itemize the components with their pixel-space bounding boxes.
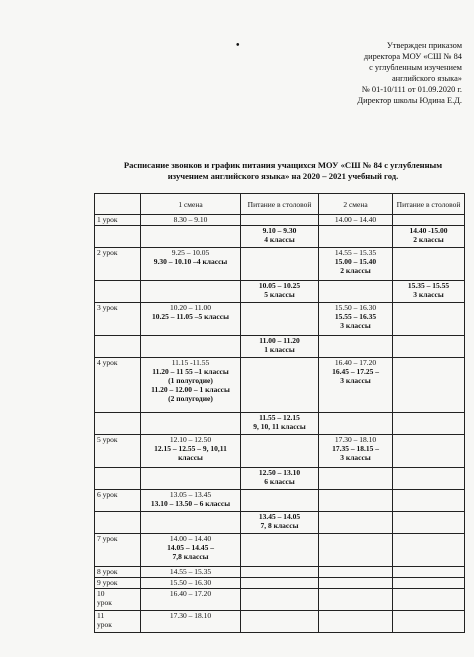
table-row <box>95 611 465 633</box>
shift1-cell <box>141 468 241 490</box>
meal2-cell <box>393 281 465 303</box>
cell-text: 17.35 – 18.15 – 3 классы <box>332 444 379 462</box>
lesson-cell <box>95 512 141 534</box>
meal1-cell <box>241 215 319 226</box>
table-row <box>95 512 465 534</box>
meal1-cell <box>241 512 319 534</box>
shift1-cell <box>141 611 241 633</box>
meal2-cell <box>393 468 465 490</box>
cell-text: 13.05 – 13.45 <box>169 490 212 499</box>
cell-text: 7 урок <box>97 534 118 543</box>
shift2-cell <box>319 490 393 512</box>
shift2-cell <box>319 226 393 248</box>
meal2-cell <box>393 435 465 468</box>
table-row <box>95 281 465 303</box>
cell-text: 9.25 – 10.05 <box>171 248 210 257</box>
cell-text: 14.00 – 14.40 <box>169 534 212 543</box>
cell-text: 16.45 – 17.25 – 3 классы <box>332 367 379 385</box>
cell-text: 8.30 – 9.10 <box>173 215 208 224</box>
cell-text: 12.10 – 12.50 <box>169 435 212 444</box>
table-row <box>95 578 465 589</box>
cell-text: 10 урок <box>97 589 112 607</box>
approval-line: Утвержден приказом <box>386 41 462 50</box>
meal1-cell <box>241 248 319 281</box>
meal2-cell <box>393 413 465 435</box>
shift2-cell <box>319 534 393 567</box>
meal2-cell <box>393 589 465 611</box>
cell-text: 2 урок <box>97 248 118 257</box>
column-header: Питание в столовой <box>393 194 465 215</box>
column-header <box>95 194 141 215</box>
meal2-cell <box>393 215 465 226</box>
header-row <box>95 194 465 215</box>
cell-text: 14.05 – 14.45 – 7,8 классы <box>167 543 214 561</box>
cell-text: 14.55 – 15.35 <box>169 567 212 576</box>
meal2-cell <box>393 490 465 512</box>
approval-line: № 01-10/111 от 01.09.2020 г. <box>361 85 462 94</box>
shift2-cell <box>319 468 393 490</box>
cell-text: 11.15 -11.55 <box>171 358 210 367</box>
table-row <box>95 358 465 413</box>
cell-text: 9.10 – 9.30 4 классы <box>262 226 297 244</box>
table-row <box>95 336 465 358</box>
shift2-cell <box>319 611 393 633</box>
cell-text: 12.50 – 13.10 6 классы <box>258 468 301 486</box>
cell-text: 15.35 – 15.55 3 классы <box>407 281 450 299</box>
approval-line: директора МОУ «СШ № 84 <box>363 52 462 61</box>
cell-text: 11.55 – 12.15 9, 10, 11 классы <box>253 413 306 431</box>
scan-artifact <box>230 2 232 11</box>
shift2-cell <box>319 215 393 226</box>
cell-text: 8 урок <box>97 567 118 576</box>
shift2-cell <box>319 589 393 611</box>
lesson-cell <box>95 358 141 413</box>
meal1-cell <box>241 358 319 413</box>
cell-text: 11.00 – 11.20 1 классы <box>259 336 300 354</box>
shift2-cell <box>319 303 393 336</box>
table-row <box>95 567 465 578</box>
table-row <box>95 468 465 490</box>
column-header: Питание в столовой <box>241 194 319 215</box>
meal1-cell <box>241 578 319 589</box>
table-row <box>95 303 465 336</box>
cell-text: 13.45 – 14.05 7, 8 классы <box>258 512 301 530</box>
cell-text: 10.25 – 11.05 –5 классы <box>152 312 229 321</box>
approval-block <box>302 40 462 106</box>
cell-text: 14.00 – 14.40 <box>334 215 377 224</box>
cell-text: 9 урок <box>97 578 118 587</box>
lesson-cell <box>95 435 141 468</box>
meal2-cell <box>393 248 465 281</box>
meal1-cell <box>241 534 319 567</box>
cell-text: 9.30 – 10.10 –4 классы <box>153 257 228 266</box>
approval-line: с углубленным изучением <box>369 63 462 72</box>
shift1-cell <box>141 490 241 512</box>
cell-text: 10.20 – 11.00 <box>170 303 211 312</box>
lesson-cell <box>95 468 141 490</box>
cell-text: 15.55 – 16.35 3 классы <box>334 312 377 330</box>
lesson-cell <box>95 215 141 226</box>
cell-text: 14.55 – 15.35 <box>334 248 377 257</box>
shift1-cell <box>141 281 241 303</box>
table-row <box>95 215 465 226</box>
table-row <box>95 589 465 611</box>
title-line-2: изучением английского языка» на 2020 – 2021 учебный год. <box>167 171 399 181</box>
lesson-cell <box>95 578 141 589</box>
approval-line: английского языка» <box>391 74 462 83</box>
table-row <box>95 435 465 468</box>
shift1-cell <box>141 567 241 578</box>
shift1-cell <box>141 303 241 336</box>
meal2-cell <box>393 567 465 578</box>
document-title <box>88 160 474 182</box>
shift2-cell <box>319 281 393 303</box>
shift1-cell <box>141 578 241 589</box>
table-row <box>95 534 465 567</box>
shift2-cell <box>319 358 393 413</box>
lesson-cell <box>95 413 141 435</box>
meal1-cell <box>241 567 319 578</box>
meal1-cell <box>241 435 319 468</box>
shift1-cell <box>141 248 241 281</box>
table-row <box>95 413 465 435</box>
cell-text: 17.30 – 18.10 <box>334 435 377 444</box>
approval-line: Директор школы Юдина Е.Д. <box>357 96 462 105</box>
shift2-cell <box>319 336 393 358</box>
cell-text: 5 урок <box>97 435 118 444</box>
shift1-cell <box>141 215 241 226</box>
cell-text: 4 урок <box>97 358 118 367</box>
cell-text: 6 урок <box>97 490 118 499</box>
lesson-cell <box>95 281 141 303</box>
table-row <box>95 490 465 512</box>
meal1-cell <box>241 336 319 358</box>
meal1-cell <box>241 281 319 303</box>
shift1-cell <box>141 358 241 413</box>
cell-text: 10.05 – 10.25 5 классы <box>258 281 301 299</box>
lesson-cell <box>95 248 141 281</box>
lesson-cell <box>95 534 141 567</box>
shift2-cell <box>319 567 393 578</box>
meal1-cell <box>241 490 319 512</box>
cell-text: 11 урок <box>97 611 112 629</box>
shift2-cell <box>319 578 393 589</box>
meal1-cell <box>241 413 319 435</box>
lesson-cell <box>95 226 141 248</box>
cell-text: 1 урок <box>97 215 118 224</box>
lesson-cell <box>95 303 141 336</box>
cell-text: 15.00 – 15.40 2 классы <box>334 257 377 275</box>
shift2-cell <box>319 435 393 468</box>
cell-text: 16.40 – 17.20 <box>334 358 377 367</box>
cell-text: 17.30 – 18.10 <box>169 611 212 620</box>
lesson-cell <box>95 589 141 611</box>
schedule-table <box>94 193 465 633</box>
shift2-cell <box>319 512 393 534</box>
meal2-cell <box>393 611 465 633</box>
meal1-cell <box>241 226 319 248</box>
meal1-cell <box>241 468 319 490</box>
meal1-cell <box>241 611 319 633</box>
cell-text: 16.40 – 17.20 <box>169 589 212 598</box>
meal2-cell <box>393 578 465 589</box>
lesson-cell <box>95 490 141 512</box>
meal2-cell <box>393 534 465 567</box>
meal2-cell <box>393 226 465 248</box>
shift1-cell <box>141 413 241 435</box>
lesson-cell <box>95 336 141 358</box>
title-line-1: Расписание звонков и график питания учащихся МОУ «СШ № 84 с углубленным <box>123 160 443 170</box>
shift1-cell <box>141 534 241 567</box>
cell-text: 15.50 – 16.30 <box>334 303 377 312</box>
meal1-cell <box>241 589 319 611</box>
meal2-cell <box>393 358 465 413</box>
column-header: 1 смена <box>141 194 241 215</box>
cell-text: 3 урок <box>97 303 118 312</box>
shift1-cell <box>141 435 241 468</box>
shift1-cell <box>141 336 241 358</box>
meal2-cell <box>393 336 465 358</box>
cell-text: 12.15 – 12.55 – 9, 10,11 классы <box>154 444 227 462</box>
shift1-cell <box>141 226 241 248</box>
ink-mark: • <box>236 40 240 51</box>
cell-text: 13.10 – 13.50 – 6 классы <box>150 499 231 508</box>
table-row <box>95 248 465 281</box>
shift1-cell <box>141 589 241 611</box>
meal1-cell <box>241 303 319 336</box>
meal2-cell <box>393 512 465 534</box>
shift2-cell <box>319 248 393 281</box>
table-row <box>95 226 465 248</box>
shift1-cell <box>141 512 241 534</box>
column-header: 2 смена <box>319 194 393 215</box>
shift2-cell <box>319 413 393 435</box>
lesson-cell <box>95 611 141 633</box>
meal2-cell <box>393 303 465 336</box>
cell-text: 15.50 – 16.30 <box>169 578 212 587</box>
cell-text: 11.20 – 11 55 –1 классы (1 полугодие) 11.20 – 12.00 – 1 классы (2 полугодие) <box>151 367 230 403</box>
lesson-cell <box>95 567 141 578</box>
cell-text: 14.40 -15.00 2 классы <box>409 226 448 244</box>
